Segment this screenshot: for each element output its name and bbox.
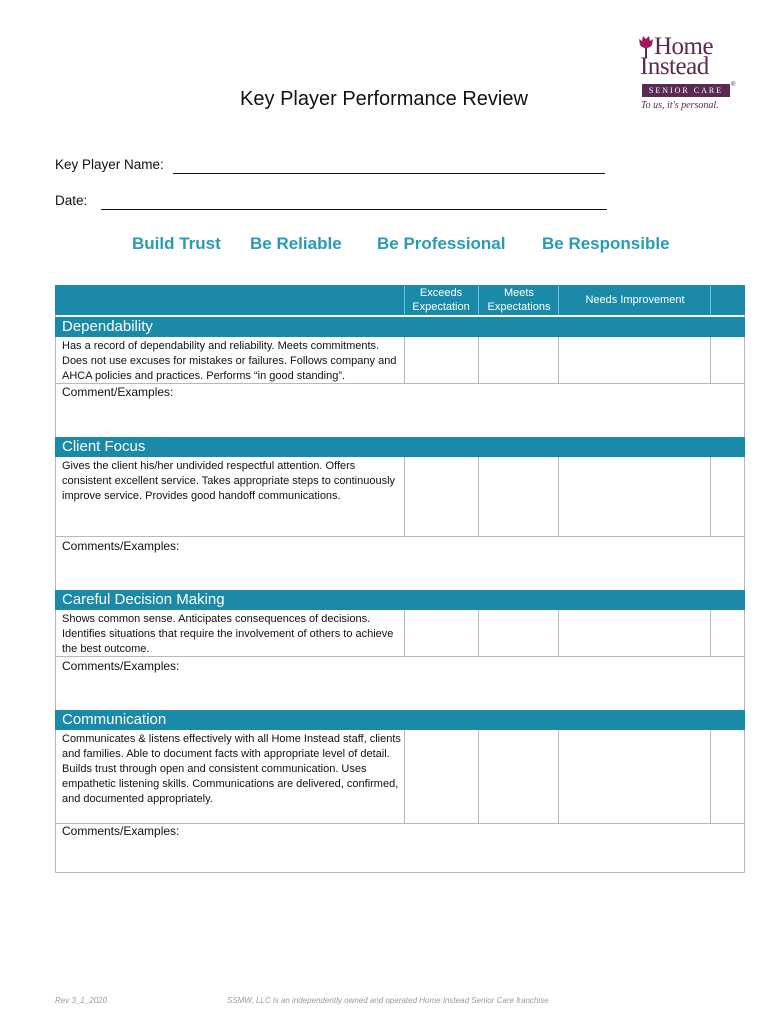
section-title-dependability: Dependability	[55, 317, 745, 337]
grid-line	[558, 730, 559, 823]
grid-line	[558, 337, 559, 383]
grid-line	[710, 457, 711, 536]
communication-comment-field[interactable]	[56, 838, 744, 872]
table-bottom-border	[55, 872, 745, 873]
franchise-note: SSMW, LLC is an independently owned and operated Home Instead Senior Care franchise	[227, 996, 549, 1005]
grid-line	[710, 337, 711, 383]
careful-decision-making-comment-label: Comments/Examples:	[62, 659, 180, 673]
value-build-trust: Build Trust	[132, 234, 221, 253]
value-be-reliable: Be Reliable	[250, 234, 342, 253]
client-focus-description: Gives the client his/her undivided respectful attention. Offers consistent excellent service. Takes appropriate steps to continuously improve service. Provides good handoff communications.	[62, 460, 396, 502]
key-player-name-label: Key Player Name:	[55, 157, 164, 172]
registered-mark: ®	[731, 82, 736, 88]
section-title-communication: Communication	[55, 710, 745, 730]
grid-line	[710, 610, 711, 656]
section-title-careful-decision-making: Careful Decision Making	[55, 590, 745, 610]
grid-line	[404, 730, 405, 823]
careful-decision-making-description: Shows common sense. Anticipates consequences of decisions. Identifies situations that require the involvement of others to achieve the best outcome.	[62, 613, 394, 655]
page-title-text: Key Player Performance Review	[240, 88, 528, 110]
grid-line	[404, 610, 405, 656]
grid-line	[404, 337, 405, 383]
table-header	[55, 285, 745, 315]
grid-line	[710, 730, 711, 823]
grid-line	[478, 610, 479, 656]
page-title	[0, 88, 770, 111]
column-needs-improvement: Needs Improvement	[585, 294, 685, 306]
grid-line	[478, 457, 479, 536]
value-be-professional: Be Professional	[377, 234, 506, 253]
key-player-name-line[interactable]	[173, 157, 605, 174]
core-values	[0, 234, 770, 256]
date-line[interactable]	[101, 193, 607, 210]
grid-line	[55, 536, 745, 537]
dependability-comment-field[interactable]	[56, 397, 744, 435]
column-exceeds-expectation: Exceeds Expectation	[412, 287, 470, 313]
grid-line	[404, 457, 405, 536]
date-field	[55, 193, 87, 208]
client-focus-comment-field[interactable]	[56, 553, 744, 587]
grid-line	[55, 656, 745, 657]
client-focus-comment-label: Comments/Examples:	[62, 539, 180, 553]
careful-decision-making-comment-field[interactable]	[56, 673, 744, 707]
column-meets-expectations: Meets Expectations	[487, 287, 551, 313]
dependability-comment-label: Comment/Examples:	[62, 385, 174, 399]
logo-senior-care-text: SENIOR CARE	[642, 84, 730, 97]
dependability-description: Has a record of dependability and reliability. Meets commitments. Does not use excuses for mistakes or failures. Follows company and AHCA policies and practices. Performs “in good standing”.	[62, 340, 397, 382]
grid-line	[478, 730, 479, 823]
grid-line	[55, 383, 745, 384]
date-label: Date:	[55, 193, 88, 208]
revision-note: Rev 3_1_2020	[55, 996, 108, 1005]
logo-tagline: To us, it's personal.	[641, 100, 719, 111]
grid-line	[558, 457, 559, 536]
logo-instead-text: Instead	[640, 53, 709, 80]
communication-comment-label: Comments/Examples:	[62, 824, 180, 838]
key-player-name-field	[55, 157, 164, 172]
grid-line	[478, 337, 479, 383]
section-title-client-focus: Client Focus	[55, 437, 745, 457]
value-be-responsible: Be Responsible	[542, 234, 670, 253]
communication-description: Communicates & listens effectively with all Home Instead staff, clients and families. Able to document facts with appropriate level of detail. Builds trust through open and consistent communication. Uses empathetic listening skills. Communications are delivered, confirmed, and documented appropriately.	[62, 733, 401, 805]
grid-line	[558, 610, 559, 656]
logo-home-text: Home	[654, 33, 714, 60]
